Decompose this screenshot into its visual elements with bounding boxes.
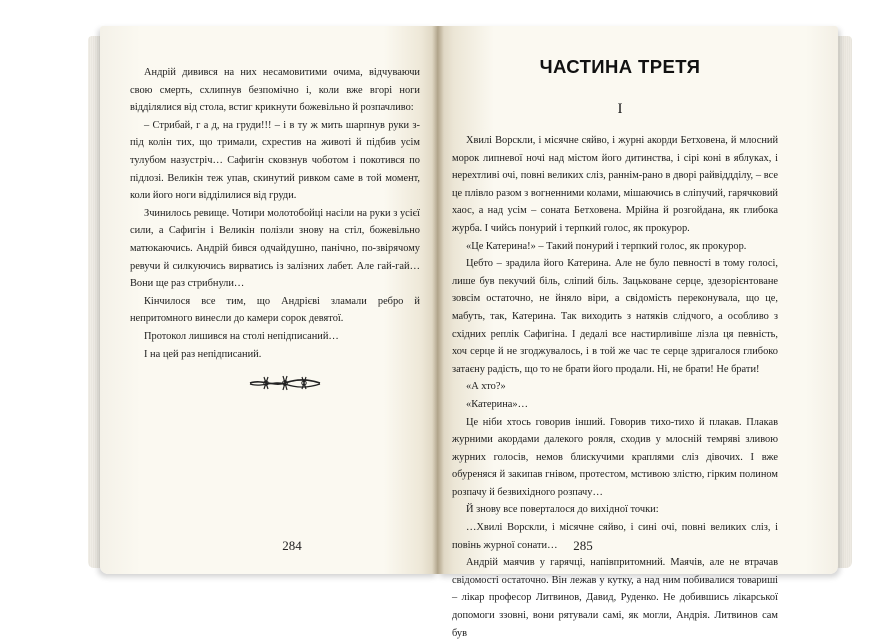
page-number-left: 284 [282, 538, 302, 553]
paragraph: Хвилі Ворскли, і місячне сяйво, і журні акорди Бетховена, й млосний морок липневої ночі над містом його дитинства, і сірі коні в яблуках, і нерехтливі очі, повні великих сліз, раннім-рано в дворі райвіддділу, – все це плівло разом з вогненними колами, мішаючись в сліпучий, гарячковий хаос, а над усім – соната Бетховена. Мрійна й розгойдана, як глибока журба. І чийсь понурий і терпкий голос, як прокурор. [452, 135, 778, 234]
paragraph: Зчинилось ревище. Чотири молотобойці насіли на руки з усієї сили, а Сафигін і Великін полізли знову на стіл, божевільно матюкаючись. Андрій бився одчайдушно, панічно, по-звірячому ревучи й силкуючись вирватись із залізних лабет. Але гай-гай… Вони ще раз стрибнули… [130, 207, 420, 290]
section-numeral: I [617, 101, 623, 117]
paragraph: Протокол лишився на столі непідписаний… [144, 330, 339, 342]
right-page-body [452, 132, 778, 642]
paragraph: «Катерина»… [466, 398, 528, 410]
barbed-wire-icon [248, 370, 322, 396]
paragraph: – Стрибай, г а д, на груди!!! – і в ту ж мить шарпнув руки з-під колін тих, що тримали, схрестив на животі й підбив усім тулубом назустріч… Сафигін сковзнув чоботом і покотився по підлозі. Великін теж упав, скинутий ривком саме в той момент, коли його ноги відділилися від груди. [130, 119, 420, 202]
book-gutter [432, 26, 444, 574]
paragraph: «А хто?» [466, 381, 506, 393]
page-number-right: 285 [573, 538, 593, 553]
paragraph: «Це Катерина!» – Такий понурий і терпкий голос, як прокурор. [466, 240, 747, 252]
paragraph: І на цей раз непідписаний. [144, 348, 262, 360]
paragraph: …Хвилі Ворскли, і місячне сяйво, і сині очі, повні великих сліз, і повінь журної сонати… [452, 522, 778, 551]
paragraph: Андрій дивився на них несамовитими очима, відчуваючи свою смерть, схлипнув безпомічно і, коли вже вгорі ноги відділялися від стола, встиг крикнути божевільно й розпачливо: [130, 67, 420, 114]
paragraph: Цебто – зрадила його Катерина. Але не було певності в тому голосі, лише був пекучий біль, сліпий біль. Зацьковане серце, здезорієнтоване зовсім остаточно, не йняло віри, а свідомість переконувала, що це, мабуть, так, Катерина. Так виходить з натяків слідчого, а особливо з східних реплік Сафигіна. І дедалі все настирливіше лізла ця певність, хоч серце й не згоджувалось, і в той же час те серце здригалося глибоко затаєну радість, що то не брати його продали. Ні, не брати! Не брати! [452, 258, 778, 375]
paragraph: Кінчилося все тим, що Андрієві зламали ребро й непритомного винесли до камери сорок девятої. [130, 295, 420, 325]
paragraph: Це ніби хтось говорив інший. Говорив тихо-тихо й плакав. Плакав журними акордами далекого рояля, сходив у млосній темряві зливою журних голосів, немов блискучими краплями сліз дівочих. І вже обуреняся й закипав гнівом, протестом, мстивою злістю, гірким полином розпачу й безвихідного розпачу… [452, 416, 778, 498]
paragraph: Андрій маячив у гарячці, напівпритомний. Маячів, але не втрачав свідомості остаточно. Він лежав у кутку, а над ним побивалися товариші – лікар професор Литвинов, Давид, Руденко. Не добившись лікарської допомоги ззовні, вони рятували самі, як могли, Андрія. Литвинов сам був [452, 557, 778, 639]
chapter-title: ЧАСТИНА ТРЕТЯ [539, 56, 701, 77]
left-page-body [130, 64, 420, 363]
paragraph: Й знову все поверталося до вихідної точки: [466, 504, 659, 516]
